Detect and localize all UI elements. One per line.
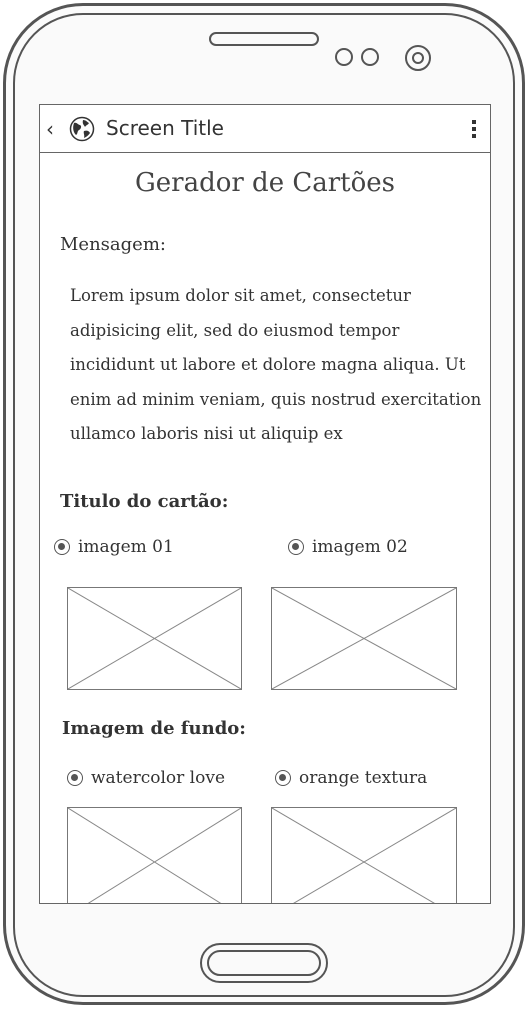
radio-selected-icon xyxy=(54,539,70,555)
radio-background-option-1[interactable] xyxy=(67,768,225,788)
kebab-menu-icon[interactable] xyxy=(472,120,476,141)
radio-selected-icon xyxy=(67,770,83,786)
image-placeholder-title-1[interactable] xyxy=(67,587,242,690)
sensor-icon xyxy=(335,48,353,66)
title-label: Titulo do cartão: xyxy=(60,491,229,512)
radio-title-option-1[interactable] xyxy=(54,537,174,557)
radio-label: watercolor love xyxy=(91,768,225,788)
app-bar xyxy=(40,105,490,153)
image-placeholder-background-1[interactable] xyxy=(67,807,242,904)
globe-icon xyxy=(69,116,95,142)
page-title: Gerador de Cartões xyxy=(134,168,396,198)
screen-title: Screen Title xyxy=(106,116,224,140)
camera-icon xyxy=(405,45,431,71)
image-placeholder-title-2[interactable] xyxy=(271,587,457,690)
home-button[interactable] xyxy=(200,943,328,983)
radio-background-option-2[interactable] xyxy=(275,768,427,788)
radio-label: imagem 02 xyxy=(312,537,408,557)
radio-label: orange textura xyxy=(299,768,428,788)
screen xyxy=(39,104,491,904)
background-label: Imagem de fundo: xyxy=(62,718,246,739)
message-text[interactable]: Lorem ipsum dolor sit amet, consectetur adipisicing elit, sed do eiusmod tempor incididunt ut labore et dolore magna aliqua. Ut enim ad minim veniam, quis nostrud exercitation ullamco laboris nisi ut aliquip ex xyxy=(70,286,482,443)
image-placeholder-background-2[interactable] xyxy=(271,807,457,904)
radio-label: imagem 01 xyxy=(78,537,174,557)
speaker-grille xyxy=(209,32,319,46)
radio-title-option-2[interactable] xyxy=(288,537,408,557)
radio-selected-icon xyxy=(275,770,291,786)
chevron-left-icon[interactable]: ‹ xyxy=(46,117,54,141)
radio-selected-icon xyxy=(288,539,304,555)
message-label: Mensagem: xyxy=(60,234,166,255)
sensor-icon xyxy=(361,48,379,66)
